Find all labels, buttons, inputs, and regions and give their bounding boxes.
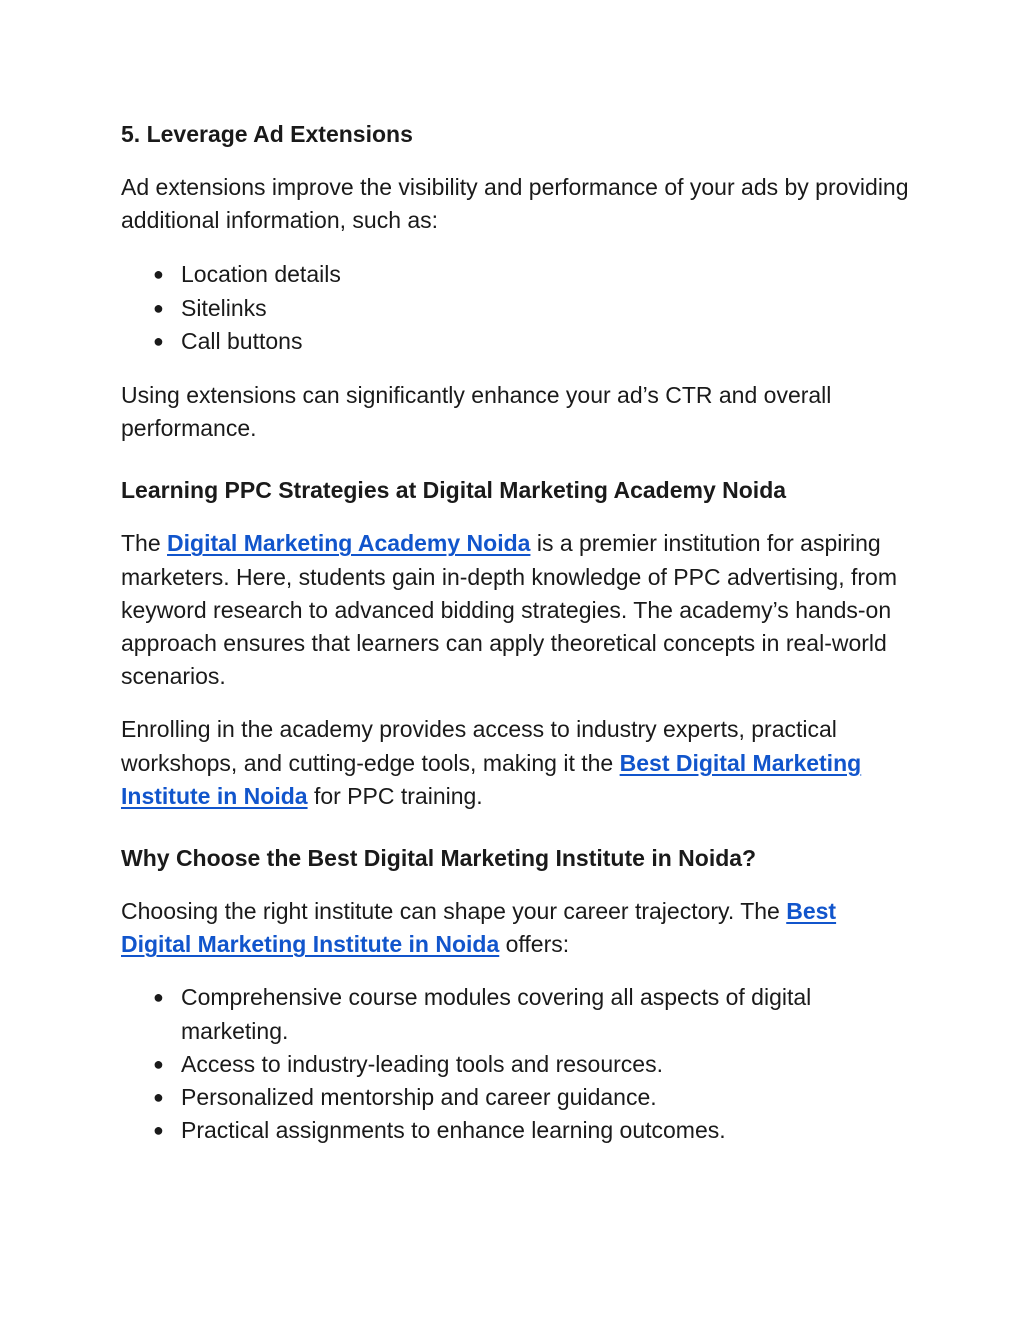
paragraph-text: is a premier institution for aspiring marketers. Here, students gain in-depth knowledge of PPC advertising, from keyword research to advanced bidding strategies. The academy’s hands-on approach ensures that learners can apply theoretical concepts in real-world scenarios. <box>121 530 897 690</box>
list-item-text: Practical assignments to enhance learning outcomes. <box>181 1117 726 1144</box>
why-choose-paragraph <box>121 895 911 961</box>
bullet-icon: ● <box>153 297 164 318</box>
list-item-text: Sitelinks <box>181 294 267 321</box>
best-institute-link-2[interactable]: Best Digital Marketing Institute in Noida <box>121 898 837 958</box>
academy-paragraph <box>121 527 911 693</box>
ad-extensions-outro: Using extensions can significantly enhance your ad’s CTR and overall performance. <box>121 382 832 442</box>
section-heading-why-choose: Why Choose the Best Digital Marketing Institute in Noida? <box>121 845 757 872</box>
paragraph-text: offers: <box>499 931 570 958</box>
bullet-icon: ● <box>153 1087 164 1108</box>
list-item <box>121 1048 911 1081</box>
bullet-icon: ● <box>153 987 164 1008</box>
enrolling-paragraph <box>121 713 911 813</box>
section-heading-ad-extensions: 5. Leverage Ad Extensions <box>121 121 413 147</box>
bullet-icon: ● <box>153 330 164 351</box>
bullet-icon: ● <box>153 264 164 285</box>
bullet-icon: ● <box>153 1053 164 1074</box>
paragraph-text: Choosing the right institute can shape your career trajectory. The <box>121 898 787 925</box>
section-heading-learning: Learning PPC Strategies at Digital Marketing Academy Noida <box>121 477 787 504</box>
list-item <box>121 258 911 291</box>
document-page <box>121 118 911 1147</box>
list-item <box>121 1114 911 1147</box>
paragraph-text: for PPC training. <box>307 782 483 809</box>
list-item-text: Comprehensive course modules covering all aspects of digital marketing. <box>181 984 812 1044</box>
list-item-text: Access to industry-leading tools and resources. <box>181 1050 663 1077</box>
paragraph-text: The <box>121 530 168 557</box>
list-item-text: Personalized mentorship and career guidance. <box>181 1084 657 1111</box>
paragraph-text: Enrolling in the academy provides access to industry experts, practical workshops, and cutting-edge tools, making it the <box>121 716 837 776</box>
institute-benefits-list <box>121 981 911 1147</box>
ad-extensions-list <box>121 258 911 358</box>
list-item <box>121 292 911 325</box>
list-item <box>121 981 911 1047</box>
academy-link[interactable]: Digital Marketing Academy Noida <box>167 530 531 557</box>
list-item <box>121 325 911 358</box>
list-item-text: Call buttons <box>181 327 303 354</box>
bullet-icon: ● <box>153 1120 164 1141</box>
ad-extensions-intro: Ad extensions improve the visibility and performance of your ads by providing additional information, such as: <box>121 174 909 234</box>
list-item-text: Location details <box>181 261 341 288</box>
list-item <box>121 1081 911 1114</box>
best-institute-link[interactable]: Best Digital Marketing Institute in Noida <box>121 749 862 809</box>
